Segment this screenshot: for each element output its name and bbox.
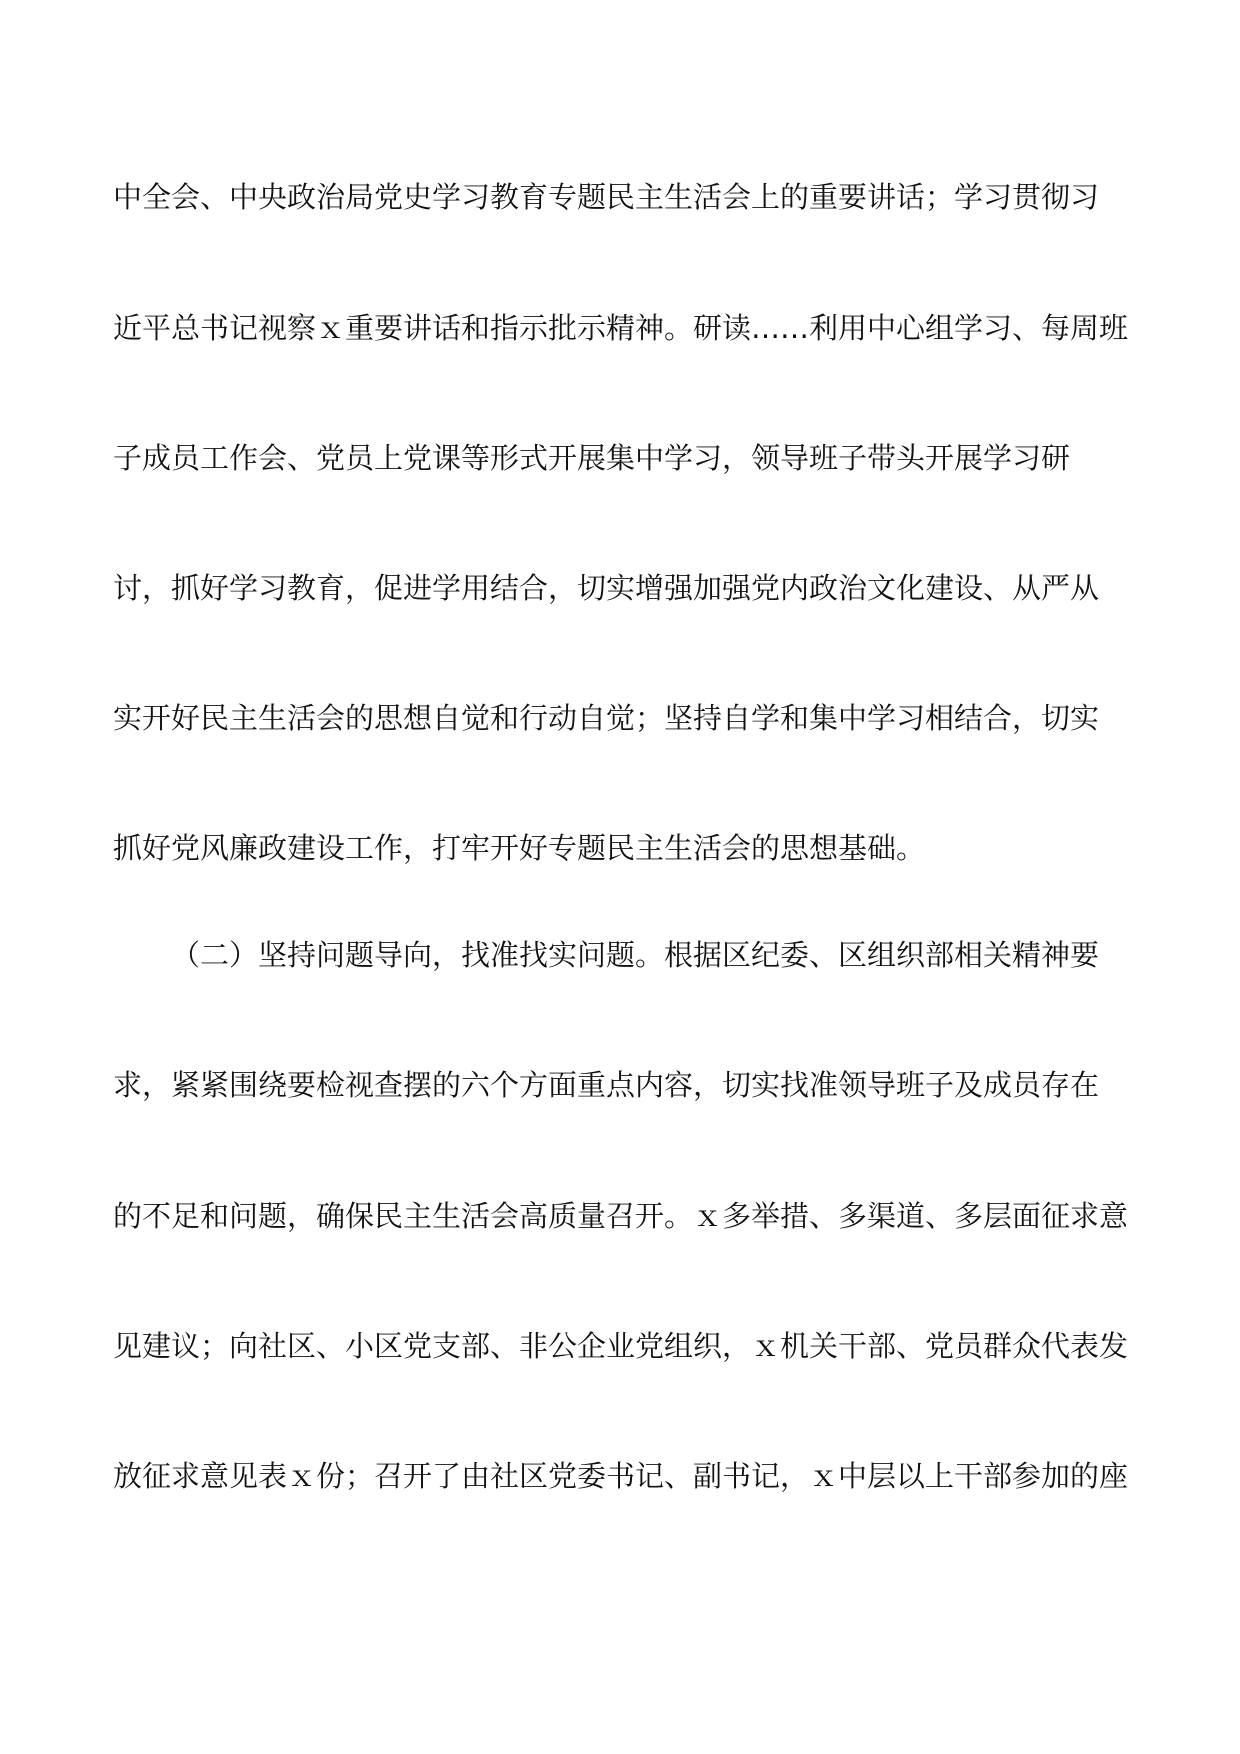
paragraph-line-8: 求，紧紧围绕要检视查摆的六个方面重点内容，切实找准领导班子及成员存在	[113, 1068, 1100, 1102]
paragraph-line-9: 的不足和问题，确保民主生活会高质量召开。ｘ多举措、多渠道、多层面征求意	[113, 1199, 1129, 1233]
paragraph-line-6: 抓好党风廉政建设工作，打牢开好专题民主生活会的思想基础。	[113, 831, 926, 865]
section-heading-line: （二）坚持问题导向，找准找实问题。根据区纪委、区组织部相关精神要	[171, 938, 1100, 972]
paragraph-line-4: 讨，抓好学习教育，促进学用结合，切实增强加强党内政治文化建设、从严从	[113, 571, 1100, 605]
paragraph-line-1: 中全会、中央政治局党史学习教育专题民主生活会上的重要讲话；学习贯彻习	[113, 180, 1100, 214]
paragraph-line-10: 见建议；向社区、小区党支部、非公企业党组织，ｘ机关干部、党员群众代表发	[113, 1329, 1129, 1363]
paragraph-line-5: 实开好民主生活会的思想自觉和行动自觉；坚持自学和集中学习相结合，切实	[113, 701, 1100, 735]
paragraph-line-3: 子成员工作会、党员上党课等形式开展集中学习，领导班子带头开展学习研	[113, 441, 1071, 475]
paragraph-line-11: 放征求意见表ｘ份；召开了由社区党委书记、副书记，ｘ中层以上干部参加的座	[113, 1459, 1129, 1493]
paragraph-line-2: 近平总书记视察ｘ重要讲话和指示批示精神。研读……利用中心组学习、每周班	[113, 311, 1129, 345]
